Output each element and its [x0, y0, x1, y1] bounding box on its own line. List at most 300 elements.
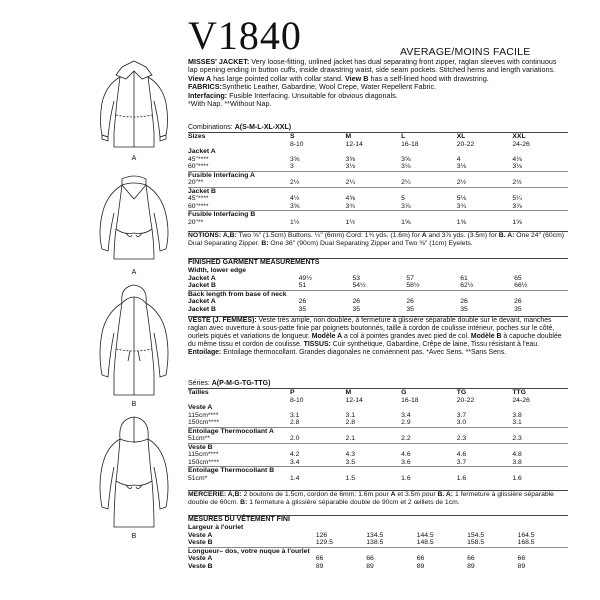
sketch-view-a-back [80, 169, 188, 269]
table-cell [460, 267, 514, 275]
table-row [188, 163, 568, 171]
row-label: 60"**** [188, 163, 209, 171]
table-cell: 154.5 [467, 531, 485, 539]
table-cell: 2.2 [401, 435, 411, 443]
table-cell [290, 427, 346, 435]
table-row [188, 306, 568, 314]
size-range: 12-14 [345, 396, 363, 404]
table-cell [512, 211, 568, 219]
table-row [188, 195, 568, 203]
table-cell: 3.4 [289, 458, 300, 466]
table-cell [457, 211, 513, 219]
table-cell: 4⅛ [512, 155, 522, 163]
table-cell: 1.6 [401, 474, 411, 482]
combinations-label: Séries: [188, 380, 212, 387]
table-cell: 4⅝ [345, 195, 355, 203]
notions-b: B: [240, 498, 248, 506]
table-cell [346, 148, 402, 156]
row-label: Jacket A [188, 298, 216, 306]
size-code: M [345, 389, 352, 397]
table-cell [353, 267, 407, 275]
table-cell: 4.3 [345, 451, 355, 459]
table-cell: 129.5 [315, 539, 333, 547]
table-cell [512, 404, 568, 412]
notions-text: 2 boutons de 1.5cm, cordon de 6mm: 1.6m pour [241, 491, 391, 498]
table-cell [467, 547, 517, 555]
table-cell [406, 290, 460, 298]
table-cell: 2.3 [512, 435, 522, 443]
table-cell: 51 [298, 282, 307, 290]
table-cell: 126 [315, 531, 328, 539]
table-cell: 2¼ [345, 179, 355, 187]
table-cell: 2½ [456, 179, 467, 187]
table-cell: 1.6 [512, 474, 522, 482]
fabrics-label: TISSUS: [303, 341, 331, 349]
size-range: 20-22 [456, 140, 475, 148]
table-cell: 89 [315, 562, 324, 570]
finished-table-en [188, 267, 568, 313]
table-cell [467, 524, 517, 532]
table-cell: 4.6 [401, 451, 411, 459]
row-label: 45"**** [188, 155, 209, 163]
table-cell: 49½ [298, 274, 312, 282]
table-row [188, 563, 568, 571]
table-cell: 3.8 [512, 458, 522, 466]
table-cell [290, 211, 346, 219]
combinations-value: A(P-M-G-TG-TTG) [211, 380, 271, 387]
view-b-label: View B [345, 73, 369, 83]
table-row [188, 547, 568, 555]
table-row [188, 156, 568, 164]
notions-text: 1 fermeture à glissière séparable double de 90cm et 2 œillets de 1cm. [247, 498, 460, 506]
table-cell: 138.5 [366, 539, 384, 547]
table-cell [512, 467, 568, 475]
size-range-row [188, 141, 568, 149]
table-cell: 3.6 [401, 458, 411, 466]
table-cell: 3.0 [456, 419, 467, 427]
table-cell [512, 171, 568, 179]
table-row [188, 219, 568, 227]
table-row [188, 203, 568, 211]
table-row [188, 435, 568, 443]
table-cell [346, 427, 402, 435]
table-cell: 3 [289, 163, 294, 171]
table-cell [457, 404, 513, 412]
table-cell [457, 443, 513, 451]
table-cell: 168.5 [517, 539, 535, 547]
size-code: M [345, 133, 352, 141]
finished-measurements-fr [188, 515, 568, 570]
table-cell: 3⅛ [345, 163, 355, 171]
size-range: 24-26 [512, 396, 530, 404]
table-cell: 164.5 [517, 531, 535, 539]
table-cell [460, 290, 514, 298]
table-row [188, 211, 568, 219]
table-cell [299, 290, 353, 298]
table-cell: 65 [514, 274, 522, 282]
table-cell: 2.3 [456, 435, 467, 443]
row-label: 150cm**** [188, 419, 219, 427]
size-range: 16-18 [401, 140, 419, 148]
table-cell: 3⅝ [401, 155, 411, 163]
interfacing-label: Interfacing: [188, 90, 228, 100]
table-cell: 3⅛ [401, 163, 411, 171]
size-header-label: Tailles [188, 389, 209, 397]
table-cell: 58½ [406, 282, 420, 290]
table-cell: 3¾ [345, 202, 355, 210]
table-cell: 35 [406, 305, 414, 313]
size-code: P [289, 389, 295, 397]
table-cell: 35 [460, 305, 468, 313]
view-b-label: Modèle B [470, 333, 502, 341]
view-a-text: a col à pointes grandes avec pied de col. [342, 333, 471, 341]
table-cell: 2.8 [289, 419, 300, 427]
table-row [188, 524, 568, 532]
table-cell: 158.5 [467, 539, 485, 547]
notions-text: Two ⅝" (1.5cm) Buttons. ¼" (6mm) Cord: 1¾ yds. (1.6m) for [236, 232, 422, 239]
table-cell [417, 524, 467, 532]
yardage-table-fr [188, 388, 568, 482]
table-cell: 66½ [514, 282, 528, 290]
table-cell [290, 187, 346, 195]
view-a-label: Modèle A [311, 333, 343, 341]
interfacing-text: Fusible Interfacing. Unsuitable for obvious diagonals. [227, 90, 398, 100]
size-code: TG [456, 389, 467, 397]
fabrics-text: Synthetic Leather, Gabardine, Wool Crepe, Water Repellent Fabric. [221, 82, 437, 92]
table-cell [457, 148, 513, 156]
table-cell [401, 171, 457, 179]
table-cell: 1½ [289, 218, 300, 226]
table-cell [366, 524, 416, 532]
table-row [188, 404, 568, 412]
combinations-label: Combinations: [188, 124, 235, 131]
table-cell: 2.8 [345, 419, 355, 427]
table-cell: 3⅛ [456, 163, 467, 171]
sketch-view-b-front [80, 283, 188, 403]
yardage-section-fr [188, 380, 568, 482]
table-cell: 61 [460, 274, 468, 282]
table-row [188, 419, 568, 427]
table-cell: 3.5 [345, 458, 355, 466]
row-label: Jacket A [188, 148, 216, 156]
notions-text: and 3⅞ yds. (3.5m) for [426, 232, 499, 239]
interfacing-text: Entoilage thermocollant. Grandes diagonales ne conviennent pas. *Avec Sens. **Sans Sens. [221, 349, 507, 357]
table-cell [346, 467, 402, 475]
table-cell: 3.7 [456, 458, 467, 466]
table-cell: 3⅞ [512, 202, 522, 210]
desc-text: Very loose-fitting, unlined jacket has dual separating front zipper, raglan sleeves with continuous lap opening ending in button cuffs, inside drawstring waist, side seam pockets. Stitched hems and length variations. [188, 57, 557, 75]
row-label: Veste A [188, 531, 213, 539]
table-cell: 35 [298, 305, 307, 313]
notions-b: B. A: [498, 232, 515, 239]
table-row [188, 267, 568, 275]
notions-b: B: [261, 239, 269, 247]
table-cell: 3.8 [512, 411, 522, 419]
size-code: XL [456, 133, 466, 141]
table-cell [518, 524, 568, 532]
size-header-label: Sizes [188, 133, 206, 141]
table-cell: 5 [401, 195, 405, 203]
row-label: 115cm**** [188, 411, 219, 419]
table-cell [512, 148, 568, 156]
table-row [188, 412, 568, 420]
table-cell [290, 148, 346, 156]
table-cell: 35 [514, 305, 522, 313]
size-range: 16-18 [401, 396, 419, 404]
table-row [188, 443, 568, 451]
row-label: Longueur– dos, votre nuque à l'ourlet [188, 547, 310, 555]
table-cell: 3.1 [345, 411, 355, 419]
table-cell: 89 [416, 562, 425, 570]
table-cell: 3.1 [512, 419, 522, 427]
table-cell: 144.5 [416, 531, 434, 539]
table-row [188, 467, 568, 475]
view-a-label: View A [188, 73, 212, 83]
table-cell: 1.5 [345, 474, 355, 482]
difficulty-label: AVERAGE/MOINS FACILE [400, 46, 531, 58]
table-row [188, 282, 568, 290]
table-row [188, 298, 568, 306]
table-row [188, 459, 568, 467]
table-cell [457, 427, 513, 435]
sketch-label: A [131, 155, 137, 162]
row-label: 60"**** [188, 202, 209, 210]
finished-measurements-en [188, 258, 568, 313]
table-cell [406, 267, 460, 275]
row-label: 115cm**** [188, 451, 219, 459]
notions-a: A [421, 232, 427, 239]
table-cell: 3⅞ [401, 202, 411, 210]
table-cell: 4.2 [289, 451, 300, 459]
table-row [188, 179, 568, 187]
notions-label: NOTIONS: A,B: [188, 232, 237, 239]
row-label: Largeur à l'ourlet [188, 524, 244, 532]
yardage-table-en [188, 132, 568, 226]
table-cell: 26 [460, 298, 468, 306]
table-cell: 3¾ [456, 202, 467, 210]
table-cell: 89 [517, 562, 526, 570]
table-cell: 2¼ [401, 179, 411, 187]
row-label: 20"** [188, 179, 204, 187]
row-label: 51cm** [188, 435, 210, 443]
notions-en [188, 231, 568, 248]
table-row [188, 555, 568, 563]
size-code: TTG [512, 389, 526, 397]
table-cell: 26 [406, 298, 414, 306]
nap-note: *With Nap. **Without Nap. [188, 99, 272, 109]
table-cell [518, 547, 568, 555]
notions-text: 1 fermeture à glissière séparable double de 60cm. [188, 491, 554, 506]
notions-text: One 36" (90cm) Dual Separating Zipper and Two ⅜" (1cm) Eyelets. [268, 239, 473, 247]
size-header-row [188, 133, 568, 141]
size-range: 8-10 [289, 140, 304, 148]
row-label: Width, lower edge [188, 267, 247, 275]
row-label: Fusible Interfacing A [188, 171, 255, 179]
table-cell: 4.6 [456, 451, 467, 459]
size-code: G [401, 389, 407, 397]
row-label: 45"**** [188, 195, 209, 203]
sketch-label: B [131, 533, 137, 540]
table-row [188, 539, 568, 547]
sketch-label: A [131, 269, 137, 276]
row-label: Jacket B [188, 305, 216, 313]
table-cell [514, 290, 568, 298]
size-code: L [401, 133, 406, 141]
row-label: Entoilage Thermocollant B [188, 467, 275, 475]
sketch-view-b-back [80, 415, 188, 535]
table-cell [353, 290, 407, 298]
table-cell [401, 404, 457, 412]
table-cell [401, 187, 457, 195]
combinations [188, 124, 568, 132]
table-cell: 3.7 [456, 411, 467, 419]
table-cell [299, 267, 353, 275]
table-cell [401, 427, 457, 435]
table-cell: 62½ [460, 282, 474, 290]
table-cell: 1.6 [456, 474, 467, 482]
size-header-row [188, 389, 568, 397]
table-cell [290, 467, 346, 475]
table-cell [290, 443, 346, 451]
yardage-section-en [188, 124, 568, 226]
size-range: 8-10 [289, 396, 304, 404]
table-cell: 66 [467, 555, 475, 563]
table-cell [346, 404, 402, 412]
table-cell: 3⅝ [289, 155, 300, 163]
table-cell: 35 [352, 305, 361, 313]
table-row [188, 148, 568, 156]
table-cell [457, 187, 513, 195]
table-cell: 89 [467, 562, 475, 570]
row-label: Veste B [188, 443, 213, 451]
row-label: Entoilage Thermocollant A [188, 427, 274, 435]
table-cell: 3⅝ [345, 155, 355, 163]
table-cell: 3⅛ [512, 163, 522, 171]
size-code: S [289, 133, 295, 141]
fabrics-label: FABRICS: [188, 82, 222, 92]
table-cell [457, 467, 513, 475]
table-cell: 2.9 [401, 419, 411, 427]
size-code: XXL [512, 133, 526, 141]
table-cell: 26 [352, 298, 361, 306]
notions-fr [188, 490, 568, 507]
table-cell: 53 [352, 274, 361, 282]
table-row [188, 187, 568, 195]
view-a-text: has large pointed collar with collar stand. [211, 73, 346, 83]
table-cell: 134.5 [366, 531, 384, 539]
table-cell: 2½ [289, 179, 300, 187]
view-b-text: has a self-lined hood with drawstring. [368, 73, 489, 83]
table-cell [401, 148, 457, 156]
table-cell [290, 171, 346, 179]
table-cell: 66 [315, 555, 324, 563]
desc-title: MISSES' JACKET: [188, 57, 250, 66]
table-cell [346, 171, 402, 179]
table-cell: 3⅝ [289, 202, 300, 210]
table-cell: 26 [298, 298, 307, 306]
table-cell [346, 187, 402, 195]
table-cell [457, 171, 513, 179]
row-label: 150cm**** [188, 458, 219, 466]
size-range: 20-22 [456, 396, 475, 404]
description-en [188, 58, 568, 108]
pattern-code: V1840 [188, 13, 302, 58]
fabrics-text: Cuir synthétique, Gabardine, Crêpe de laine, Tissu résistant à l'eau. [330, 341, 540, 349]
table-cell: 54½ [352, 282, 366, 290]
table-cell: 2½ [512, 179, 522, 187]
table-cell: 66 [517, 555, 526, 563]
desc-title: VESTE (J. FEMMES): [188, 317, 257, 324]
table-cell [401, 467, 457, 475]
table-cell: 57 [406, 274, 414, 282]
table-cell: 4.8 [512, 451, 522, 459]
row-label: Veste B [188, 539, 213, 547]
table-cell [514, 267, 568, 275]
table-cell: 5¼ [512, 195, 522, 203]
table-cell: 3.4 [401, 411, 411, 419]
table-row [188, 532, 568, 540]
table-cell [512, 443, 568, 451]
row-label: Fusible Interfacing B [188, 211, 256, 219]
table-cell: 4 [456, 155, 461, 163]
table-cell: 66 [416, 555, 425, 563]
finished-table-fr [188, 524, 568, 570]
interfacing-label: Entoilage: [188, 349, 222, 357]
table-cell: 4½ [289, 195, 300, 203]
table-cell: 2.1 [345, 435, 355, 443]
table-cell: 2.0 [289, 435, 300, 443]
row-label: Back length from base of neck [188, 290, 287, 298]
description-fr [188, 316, 568, 357]
table-cell: 1⅝ [456, 218, 467, 226]
notions-text: et 3.5m pour [395, 491, 438, 498]
table-cell [346, 211, 402, 219]
row-label: 20"** [188, 218, 204, 226]
table-cell: 1⅝ [401, 218, 411, 226]
table-row [188, 275, 568, 283]
table-cell: 26 [514, 298, 522, 306]
table-cell: 1½ [345, 218, 355, 226]
table-cell [417, 547, 467, 555]
table-cell [401, 211, 457, 219]
table-row [188, 475, 568, 483]
combinations [188, 380, 568, 388]
size-range-row [188, 397, 568, 405]
row-label: Veste B [188, 562, 213, 570]
finished-title: MESURES DU VÊTEMENT FINI [188, 516, 290, 523]
table-cell [512, 427, 568, 435]
table-row [188, 451, 568, 459]
table-cell [290, 404, 346, 412]
table-cell [512, 187, 568, 195]
table-cell [316, 524, 366, 532]
table-row [188, 290, 568, 298]
desc-text: Veste très ample, non doublée, à fermeture à glissière séparable double sur le devant, manches raglan avec ouverture à sous-patte finie par poignets boutonnés, taille à cordon de coulisse intérieur, poches sur le côté, ourlets piqués et variations de longueur. [188, 317, 555, 341]
notions-b: B. A: [437, 491, 454, 498]
technical-sketches [80, 55, 188, 545]
row-label: Veste A [188, 555, 213, 563]
row-label: Veste A [188, 404, 213, 412]
table-cell: 148.5 [416, 539, 434, 547]
sketch-view-a-front [80, 55, 188, 155]
finished-title: FINISHED GARMENT MEASUREMENTS [188, 259, 320, 266]
table-cell [346, 443, 402, 451]
row-label: Jacket B [188, 282, 216, 290]
table-cell: 3.1 [289, 411, 300, 419]
row-label: Jacket B [188, 187, 216, 195]
table-row [188, 427, 568, 435]
notions-text: One 24" (60cm) Dual Separating Zipper. [188, 232, 565, 247]
